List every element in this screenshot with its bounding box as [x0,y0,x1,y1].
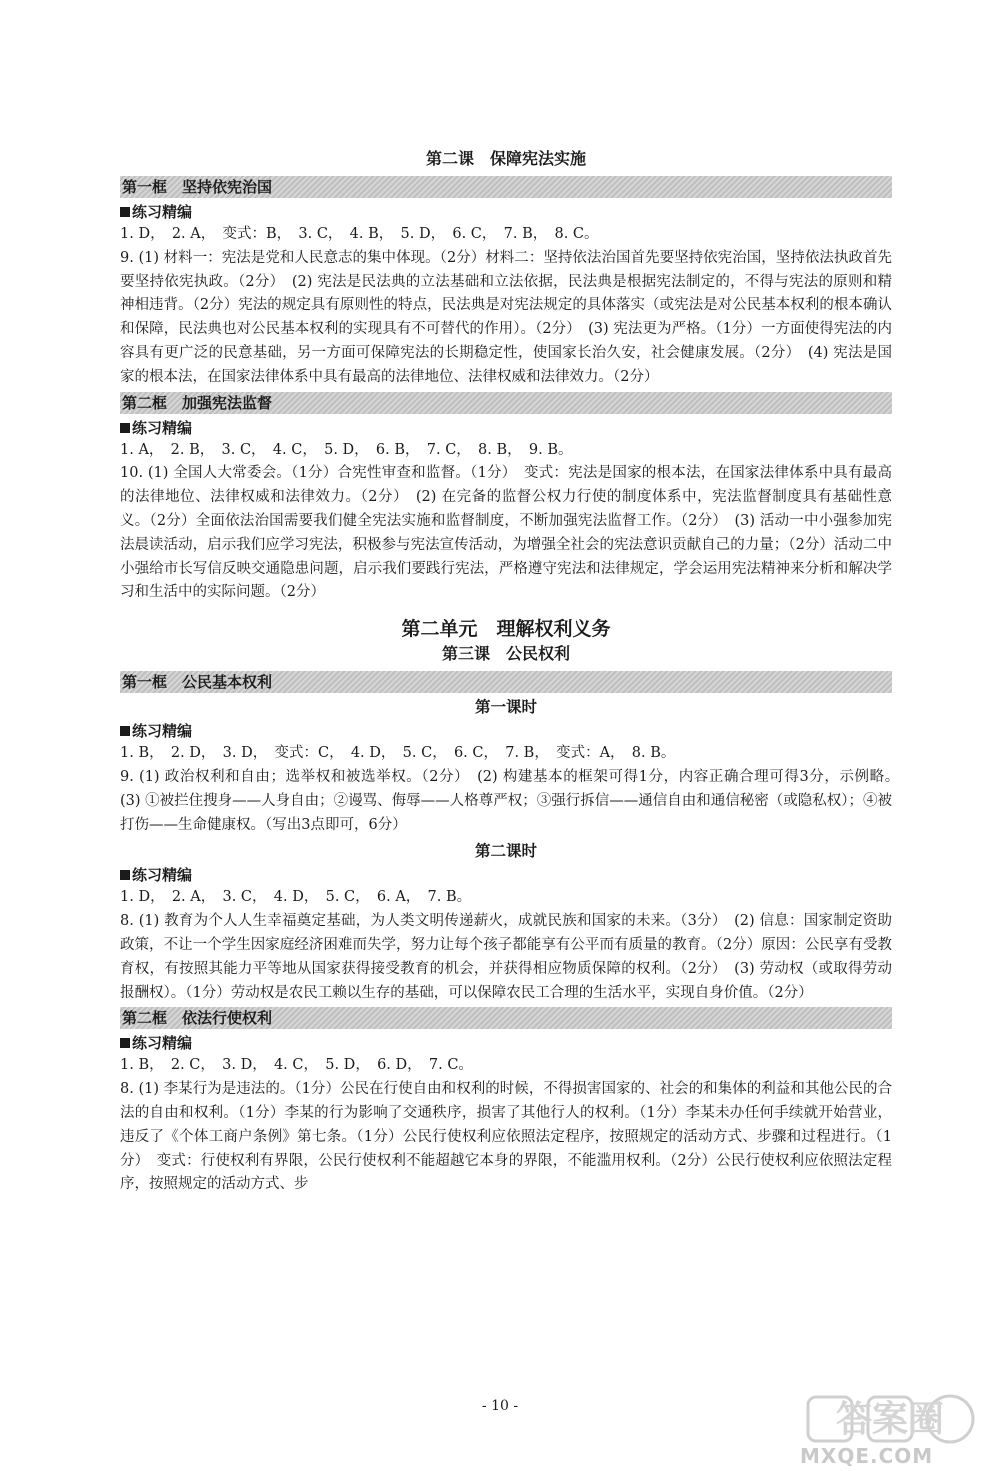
square-bullet-icon [120,870,130,880]
section-heading [120,1032,892,1054]
watermark-logo-text: 答案圈 [835,1399,945,1440]
unit-title: 第二单元 理解权利义务 [401,618,611,641]
section-heading [120,864,892,886]
heading-label: 练习精编 [132,203,193,221]
answer-line: 1. D， 2. A， 3. C， 4. D， 5. C， 6. A， 7. B。 [120,889,472,906]
answer-paragraph: 10. (1) 全国人大常委会。（1分）合宪性审查和监督。（1分） 变式：宪法是国家的根本法，在国家法律体系中具有最高的法律地位、法律权威和法律效力。（2分） (2) 在完备的监督公权力行使的制度体系中，宪法监督制度具有基础性意义。（2分）全面依法治国需要我们健全宪法实施和监督制度，不断加强宪法监督工作。（2分） (3) 活动一中小强参加宪法晨读活动，启示我们应学习宪法，积极参与宪法宣传活动，为增强全社会的宪法意识贡献自己的力量；（2分）活动二中小强给市长写信反映交通隐患问题，启示我们要践行宪法，严格遵守宪法和法律规定，学会运用宪法精神来分析和解决学习和生活中的实际问题。（2分） [120,465,892,601]
section-banner: 第一框 坚持依宪治国 [120,176,892,198]
period-title: 第一课时 [474,697,537,717]
section-banner: 第二框 加强宪法监督 [120,392,892,414]
answer-line: 1. B， 2. C， 3. D， 4. C， 5. D， 6. D， 7. C。 [120,1057,473,1074]
spacer [120,605,892,617]
lesson-title: 第二课 保障宪法实施 [425,149,586,168]
answer-paragraph: 8. (1) 李某行为是违法的。（1分）公民在行使自由和权利的时候，不得损害国家的、社会的和集体的利益和其他公民的合法的自由和权利。（1分）李某的行为影响了交通秩序，损害了其他行人的权利。（1分）李某未办任何手续就开始营业，违反了《个体工商户条例》第七条。（1分）公民行使权利应依照法定程序，按照规定的活动方式、步骤和过程进行。（1分） 变式：行使权利有界限，公民行使权利不能超越它本身的界限，不能滥用权利。（2分）公民行使权利应依照法定程序，按照规定的活动方式、步 [120,1081,892,1193]
answer-line: 1. A， 2. B， 3. C， 4. C， 5. D， 6. B， 7. C， 8. B， 9. B。 [120,441,573,458]
square-bullet-icon [120,207,130,217]
answer-paragraph: 9. (1) 材料一：宪法是党和人民意志的集中体现。（2分）材料二：坚持依法治国首先要坚持依宪治国，坚持依法执政首先要坚持依宪执政。（2分） (2) 宪法是民法典的立法基础和立法依据，民法典是根据宪法制定的，不得与宪法的原则和精神相违背。（2分）宪法的规定具有原则性的特点，民法典是对宪法规定的具体落实（或宪法是对公民基本权利的根本确认和保障，民法典也对公民基本权利的实现具有不可替代的作用）。（2分） (3) 宪法更为严格。（1分）一方面使得宪法的内容具有更广泛的民意基础，另一方面可保障宪法的长期稳定性，使国家长治久安，社会健康发展。（2分） (4) 宪法是国家的根本法，在国家法律体系中具有最高的法律地位、法律权威和法律效力。（2分） [120,249,892,385]
page-number: - 10 - [481,1398,519,1414]
page-content [120,148,907,1197]
answer-paragraph: 9. (1) 政治权利和自由；选举权和被选举权。（2分） (2) 构建基本的框架可得1分，内容正确合理可得3分，示例略。 (3) ①被拦住搜身——人身自由；②谩骂、侮辱——人格尊严权；③强行拆信——通信自由和通信秘密（或隐私权）；④被打伤——生命健康权。（写出3点即可，6分） [120,768,907,833]
square-bullet-icon [120,726,130,736]
watermark-site: MXQE.COM [800,1444,934,1468]
section-banner: 第一框 公民基本权利 [120,671,892,693]
heading-label: 练习精编 [132,1034,193,1053]
heading-label: 练习精编 [132,866,193,885]
square-bullet-icon [120,423,130,433]
period-title: 第二课时 [474,841,537,861]
answer-paragraph: 8. (1) 教育为个人人生幸福奠定基础，为人类文明传递薪火，成就民族和国家的未来。（3分） (2) 信息：国家制定资助政策，不让一个学生因家庭经济困难而失学，努力让每个孩子都能享有公平而有质量的教育。（2分）原因：公民享有受教育权，有按照其能力平等地从国家获得接受教育的机会，并获得相应物质保障的权利。（2分） (3) 劳动权（或取得劳动报酬权）。（1分）劳动权是农民工赖以生存的基础，可以保障农民工合理的生活水平，实现自身价值。（2分） [120,913,892,1001]
section-heading [120,720,892,742]
heading-label: 练习精编 [132,722,193,741]
lesson-title: 第三课 公民权利 [441,644,570,664]
answer-line: 1. D， 2. A， 变式：B， 3. C， 4. B， 5. D， 6. C， 7. B， 8. C。 [120,226,599,242]
answer-line: 1. B， 2. D， 3. D， 变式：C， 4. D， 5. C， 6. C， 7. B， 变式：A， 8. B。 [120,745,676,762]
section-heading [120,417,892,439]
heading-label: 练习精编 [132,418,193,437]
section-heading [120,201,892,223]
section-banner: 第二框 依法行使权利 [120,1007,892,1029]
square-bullet-icon [120,1038,130,1048]
